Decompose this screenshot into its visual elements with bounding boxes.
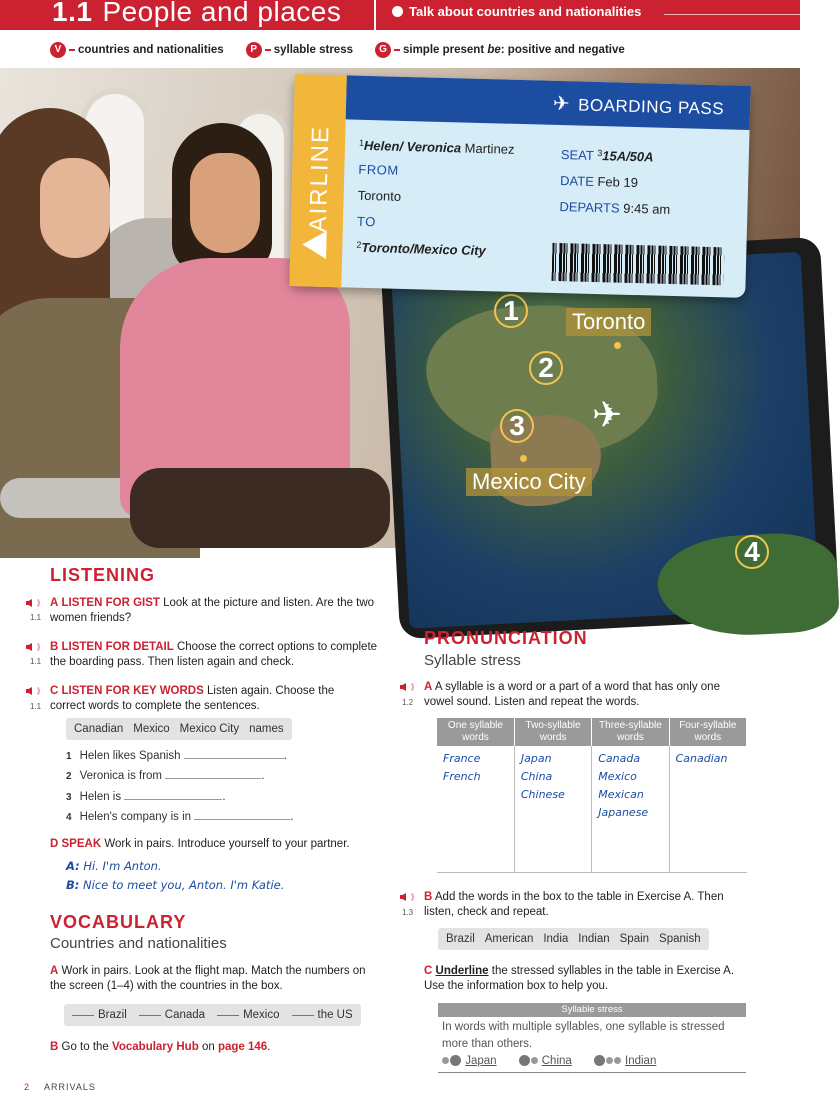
pronunciation-exercise-c — [424, 964, 750, 994]
audio-icon[interactable] — [398, 890, 414, 904]
tag-dash — [394, 49, 400, 51]
sentence-text: Helen's company is in — [79, 811, 192, 823]
table-column-one-syllable[interactable] — [437, 746, 514, 872]
tag-dash — [265, 49, 271, 51]
sentence-number: 4 — [66, 812, 72, 823]
footnote-number: 3 — [597, 148, 603, 159]
answer-blank[interactable] — [194, 819, 290, 820]
exercise-instruction: Add the words in the box to the table in Exercise A. Then listen, check and repeat. — [424, 891, 724, 918]
woman-left-face — [40, 158, 110, 258]
goal-text: Talk about countries and nationalities — [409, 4, 642, 19]
stress-example — [594, 1055, 657, 1067]
table-word: Japanese — [598, 806, 649, 819]
sentence-text: Veronica is from — [79, 770, 163, 782]
tag-label-italic: be — [487, 44, 501, 56]
answer-blank[interactable] — [165, 778, 261, 779]
speaker: A: — [66, 859, 80, 873]
exercise-title: LISTEN FOR GIST — [61, 597, 160, 609]
dialogue-text: Hi. I'm Anton. — [83, 859, 162, 873]
table-word: Mexico — [598, 770, 637, 783]
example-word: Japan — [465, 1055, 497, 1067]
map-label-toronto: Toronto — [566, 308, 651, 336]
word-box-item: Mexico — [133, 723, 170, 735]
word-box-item: Mexico City — [179, 723, 240, 735]
sentence-number: 1 — [66, 751, 72, 762]
plane-icon: ✈ — [592, 394, 623, 435]
answer-blank[interactable] — [217, 1015, 239, 1016]
vocabulary-exercise-b — [50, 1040, 390, 1055]
tag-pronunciation — [246, 40, 353, 60]
sentence-number: 2 — [66, 771, 72, 782]
pronunciation-exercise-a — [424, 680, 750, 710]
tag-label-suffix: : positive and negative — [500, 44, 625, 56]
tag-label: syllable stress — [273, 44, 353, 56]
listening-word-box — [66, 718, 292, 740]
table-word: Chinese — [520, 788, 565, 801]
table-header: Three-syllable words — [592, 718, 669, 746]
barcode — [552, 243, 725, 285]
exercise-instruction: Listen again. Choose the correct words to complete the sentences. — [50, 685, 335, 712]
exercise-instruction: the stressed syllables in the table in Exercise A. Use the information box to help you. — [424, 965, 735, 992]
page-number: 2 — [24, 1082, 31, 1092]
table-word: Mexican — [598, 788, 644, 801]
goal-rule — [664, 14, 800, 15]
info-box-rule — [438, 1072, 746, 1073]
word-box-item: Canada — [164, 1009, 206, 1021]
exercise-text: on — [201, 1041, 215, 1053]
word-box-item: Canadian — [74, 723, 124, 735]
big-dot-icon — [450, 1055, 461, 1066]
goal-bullet-icon — [392, 6, 403, 17]
exercise-instruction: Work in pairs. Look at the flight map. Match the numbers on the screen (1–4) with the countries in the box. — [50, 965, 366, 992]
map-number-3: 3 — [500, 409, 534, 443]
countries-word-box — [64, 1004, 361, 1026]
pronunciation-exercise-b — [424, 890, 744, 920]
word-box-item: Brazil — [98, 1009, 127, 1021]
tag-vocabulary — [50, 40, 224, 60]
tag-label: countries and nationalities — [78, 44, 224, 56]
map-label-mexico-city: Mexico City — [466, 468, 592, 496]
big-dot-icon — [594, 1055, 605, 1066]
exercise-text: . — [267, 1041, 271, 1053]
exercise-letter: A — [50, 965, 59, 977]
to-label: TO — [356, 213, 377, 230]
listening-exercise-d — [50, 837, 390, 852]
table-word: France — [443, 752, 481, 765]
example-word: China — [541, 1055, 572, 1067]
info-box-title: Syllable stress — [438, 1003, 746, 1017]
exercise-title: LISTEN FOR DETAIL — [61, 641, 174, 653]
small-dot-icon — [531, 1057, 538, 1064]
airline-label: AIRLINE — [304, 124, 335, 233]
word-box-item: Spanish — [659, 933, 701, 945]
sentence-end: . — [290, 811, 294, 823]
big-dot-icon — [519, 1055, 530, 1066]
date-field — [560, 173, 638, 190]
from-value: Toronto — [357, 187, 402, 204]
departs-label: DEPARTS — [559, 199, 620, 216]
small-dot-icon — [614, 1057, 621, 1064]
table-word: Japan — [520, 752, 552, 765]
track-number: 1.1 — [30, 702, 42, 711]
answer-blank[interactable] — [184, 758, 284, 759]
track-number: 1.1 — [30, 657, 42, 666]
exercise-letter: C — [50, 685, 59, 697]
word-box-item: Spain — [619, 933, 650, 945]
exercise-title: LISTEN FOR KEY WORDS — [61, 685, 204, 697]
word-box-item: Indian — [578, 933, 610, 945]
track-number: 1.3 — [402, 908, 414, 917]
date-label: DATE — [559, 173, 595, 189]
sentence-end: . — [222, 791, 226, 803]
seat-label: SEAT — [560, 147, 594, 163]
to-options: Toronto/Mexico City — [361, 239, 486, 259]
pronunciation-subheading: Syllable stress — [424, 652, 521, 669]
dialogue-line-a — [66, 859, 162, 873]
map-number-2: 2 — [529, 351, 563, 385]
exercise-letter: B — [50, 1041, 59, 1053]
info-box-examples — [442, 1055, 656, 1067]
info-box-text: In words with multiple syllables, one syllable is stressed more than others. — [442, 1021, 725, 1050]
small-dot-icon — [606, 1057, 613, 1064]
exercise-letter: D — [50, 838, 59, 850]
tablet-flight-map — [380, 237, 839, 640]
underline-keyword: Underline — [435, 965, 489, 977]
tag-label-prefix: simple present — [402, 44, 488, 56]
audio-icon[interactable] — [24, 640, 40, 654]
grammar-badge-icon: G — [375, 42, 391, 58]
sentence-number: 3 — [66, 792, 72, 803]
table-column-two-syllable[interactable] — [514, 746, 591, 872]
section-name: ARRIVALS — [44, 1082, 96, 1092]
table-column-four-syllable[interactable] — [669, 746, 746, 872]
gap-sentence-2 — [66, 770, 264, 782]
answer-blank[interactable] — [292, 1015, 314, 1016]
exercise-letter: A — [424, 681, 433, 693]
vocabulary-subheading: Countries and nationalities — [50, 935, 227, 952]
woman-right-lap — [130, 468, 390, 548]
gap-sentence-4 — [66, 811, 293, 823]
exercise-instruction: Look at the picture and listen. Are the two women friends? — [50, 597, 375, 624]
exercise-letter: A — [50, 597, 59, 609]
pass-title-text: BOARDING PASS — [577, 95, 725, 119]
lesson-goal — [392, 4, 641, 19]
pass-header — [346, 75, 751, 130]
exercise-letter: B — [424, 891, 433, 903]
gap-sentence-3 — [66, 791, 226, 803]
map-number-4: 4 — [735, 535, 769, 569]
departs-field — [559, 199, 670, 217]
seat-options: 15A/50A — [602, 148, 654, 165]
exercise-title: SPEAK — [61, 838, 102, 850]
passenger-surname: Martinez — [464, 140, 515, 157]
tag-grammar — [375, 40, 625, 60]
pronunciation-heading: PRONUNCIATION — [424, 628, 588, 648]
track-number: 1.2 — [402, 698, 414, 707]
pass-stub — [289, 74, 347, 287]
answer-blank[interactable] — [124, 799, 222, 800]
vocabulary-exercise-a — [50, 964, 380, 994]
unit-title — [52, 0, 341, 28]
audio-icon[interactable] — [24, 684, 40, 698]
exercise-instruction: A syllable is a word or a part of a word that has only one vowel sound. Listen and repeat the words. — [424, 681, 720, 708]
table-word: French — [443, 770, 481, 783]
boarding-pass — [289, 74, 750, 298]
stress-example — [519, 1055, 572, 1067]
name-options: Helen/ Veronica — [363, 137, 462, 156]
unit-title-text: People and places — [102, 0, 342, 27]
table-header: Four-syllable words — [669, 718, 746, 746]
word-box-item: names — [249, 723, 284, 735]
from-label: FROM — [358, 161, 399, 178]
exercise-letter: C — [424, 965, 433, 977]
table-word: Canadian — [675, 752, 728, 765]
small-dot-icon — [442, 1057, 449, 1064]
word-box-item: Mexico — [243, 1009, 280, 1021]
audio-icon[interactable] — [24, 596, 40, 610]
speaker: B: — [66, 878, 80, 892]
word-box-item: India — [543, 933, 569, 945]
exercise-text: Go to the — [61, 1041, 109, 1053]
word-box-item: the US — [317, 1009, 353, 1021]
tag-dash — [69, 49, 75, 51]
pass-title — [553, 91, 725, 120]
listening-exercise-a — [50, 596, 380, 626]
map-number-1: 1 — [494, 294, 528, 328]
woman-right-face — [190, 153, 260, 253]
answer-blank[interactable] — [139, 1015, 161, 1016]
stress-example — [442, 1055, 497, 1067]
table-word: China — [520, 770, 553, 783]
table-column-three-syllable[interactable] — [592, 746, 669, 872]
footnote-number: 2 — [356, 239, 362, 250]
word-box-item: American — [484, 933, 534, 945]
exercise-instruction: Choose the correct options to complete the boarding pass. Then listen again and check. — [50, 641, 378, 668]
passenger-name — [359, 138, 515, 157]
seat-field — [561, 147, 654, 164]
page-footer — [24, 1082, 96, 1092]
dialogue-line-b — [66, 878, 284, 892]
answer-blank[interactable] — [72, 1015, 94, 1016]
sentence-end: . — [283, 750, 287, 762]
page-link[interactable]: page 146 — [217, 1041, 268, 1053]
track-number: 1.1 — [30, 613, 42, 622]
unit-header-bar — [0, 0, 800, 30]
sentence-end: . — [261, 770, 265, 782]
listening-exercise-c — [50, 684, 370, 714]
header-divider — [374, 0, 376, 30]
audio-icon[interactable] — [398, 680, 414, 694]
lesson-tags — [50, 40, 625, 60]
table-word: Canada — [598, 752, 641, 765]
word-box-item: Brazil — [446, 933, 475, 945]
pronunciation-word-box — [438, 928, 709, 950]
vocabulary-badge-icon: V — [50, 42, 66, 58]
sentence-text: Helen likes Spanish — [79, 750, 181, 762]
exercise-letter: B — [50, 641, 59, 653]
destination — [356, 240, 486, 258]
date-value: Feb 19 — [597, 174, 639, 191]
example-word: Indian — [625, 1055, 657, 1067]
table-header: One syllable words — [437, 718, 514, 746]
dialogue-text: Nice to meet you, Anton. I'm Katie. — [83, 878, 285, 892]
syllable-table — [437, 718, 747, 873]
departs-value: 9:45 am — [623, 200, 671, 217]
footnote-number: 1 — [358, 137, 365, 148]
exercise-instruction: Work in pairs. Introduce yourself to your partner. — [104, 838, 350, 850]
listening-exercise-b — [50, 640, 382, 670]
vocabulary-heading: VOCABULARY — [50, 912, 187, 932]
table-header: Two-syllable words — [514, 718, 591, 746]
gap-sentence-1 — [66, 750, 287, 762]
vocabulary-hub-link[interactable]: Vocabulary Hub — [112, 1041, 199, 1053]
pronunciation-badge-icon: P — [246, 42, 262, 58]
map-dot-mexico-city — [520, 455, 527, 462]
unit-number: 1.1 — [52, 0, 93, 27]
map-dot-toronto — [614, 342, 621, 349]
sentence-text: Helen is — [79, 791, 122, 803]
listening-heading: LISTENING — [50, 565, 156, 585]
airplane-icon: ✈ — [552, 92, 571, 116]
airline-logo-icon — [302, 230, 327, 259]
